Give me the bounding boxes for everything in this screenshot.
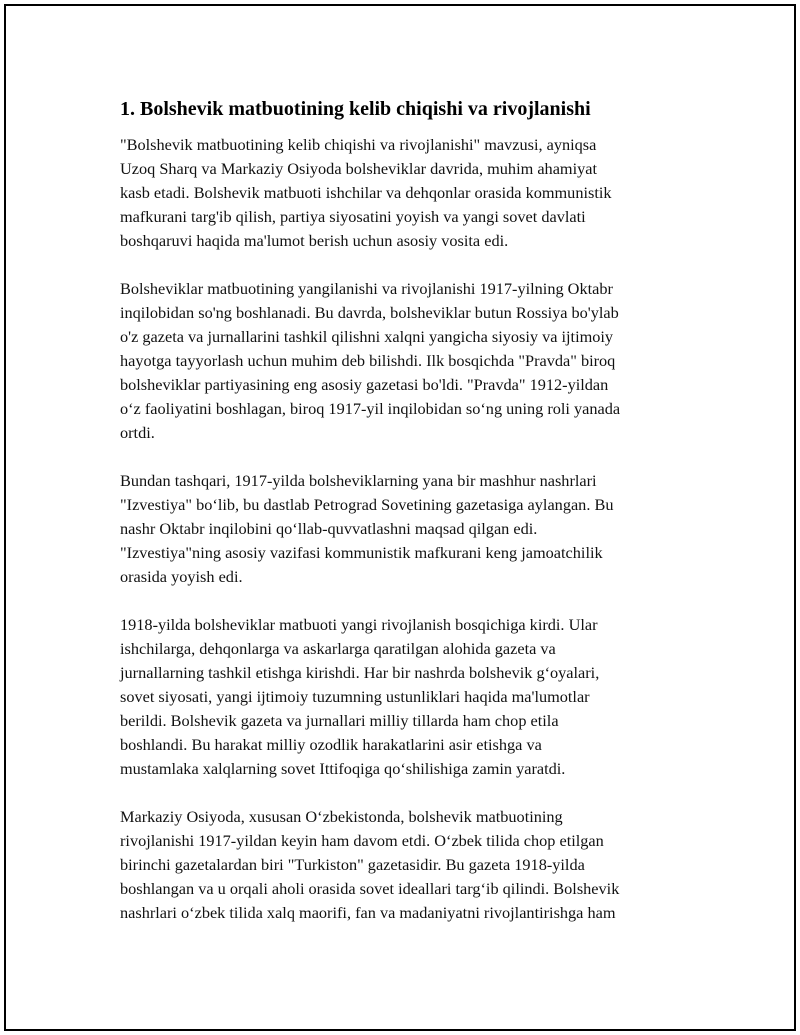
paragraph-4: 1918-yilda bolsheviklar matbuoti yangi rivojlanish bosqichiga kirdi. Ular ishchilarga, dehqonlarga va askarlarga qaratilgan alohida gazeta va jurnallarning tashkil etishga kirishdi. Har bir nashrda bolshevik g‘oyalari, sovet siyosati, yangi ijtimoiy tuzumning ustunliklari haqida ma'lumotlar berildi. Bolshevik gazeta va jurnallari milliy tillarda ham chop etila boshlandi. Bu harakat milliy ozodlik harakatlarini asir etishga va mustamlaka xalqlarning sovet Ittifoqiga qo‘shilishiga zamin yaratdi.: [120, 615, 600, 778]
paragraph-5: Markaziy Osiyoda, xususan O‘zbekistonda, bolshevik matbuotining rivojlanishi 1917-yildan keyin ham davom etdi. O‘zbek tilida chop etilgan birinchi gazetalardan biri "Turkiston" gazetasidir. Bu gazeta 1918-yilda boshlangan va u orqali aholi orasida sovet ideallari targ‘ib qilindi. Bolshevik nashrlari o‘zbek tilida xalq maorifi, fan va madaniyatni rivojlantirishga ham: [120, 807, 620, 922]
paragraph-1: "Bolshevik matbuotining kelib chiqishi va rivojlanishi" mavzusi, ayniqsa Uzoq Sharq va Markaziy Osiyoda bolsheviklar davrida, muhim ahamiyat kasb etadi. Bolshevik matbuoti ishchilar va dehqonlar orasida kommunistik mafkurani targ'ib qilish, partiya siyosatini yoyish va yangi sovet davlati boshqaruvi haqida ma'lumot berish uchun asosiy vosita edi.: [120, 135, 612, 250]
paragraph-3: Bundan tashqari, 1917-yilda bolsheviklarning yana bir mashhur nashrlari "Izvestiya" bo‘lib, bu dastlab Petrograd Sovetining gazetasiga aylangan. Bu nashr Oktabr inqilobini qo‘llab-quvvatlashni maqsad qilgan edi. "Izvestiya"ning asosiy vazifasi kommunistik mafkurani keng jamoatchilik orasida yoyish edi.: [120, 471, 614, 586]
document-page: [4, 4, 796, 1031]
page-content: [120, 95, 694, 949]
section-title: 1. Bolshevik matbuotining kelib chiqishi va rivojlanishi: [120, 98, 591, 120]
paragraph-2: Bolsheviklar matbuotining yangilanishi va rivojlanishi 1917-yilning Oktabr inqilobidan so'ng boshlanadi. Bu davrda, bolsheviklar butun Rossiya bo'ylab o'z gazeta va jurnallarini tashkil qilishni xalqni yangicha siyosiy va ijtimoiy hayotga tayyorlash uchun muhim deb bilishdi. Ilk bosqichda "Pravda" biroq bolsheviklar partiyasining eng asosiy gazetasi bo'ldi. "Pravda" 1912-yildan o‘z faoliyatini boshlagan, biroq 1917-yil inqilobidan so‘ng uning roli yanada ortdi.: [120, 279, 621, 442]
